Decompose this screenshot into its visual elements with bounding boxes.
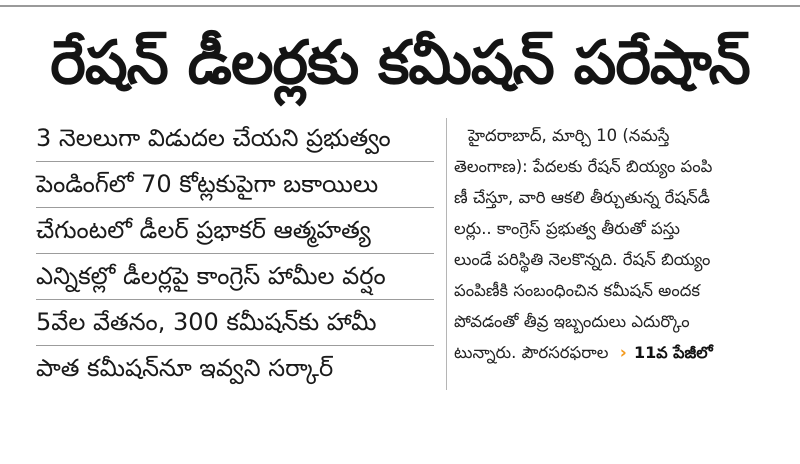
body-line: టున్నారు. పౌరసరఫరాల bbox=[454, 343, 609, 362]
body-line: తెలంగాణ): పేదలకు రేషన్ బియ్యం పంపి bbox=[454, 157, 713, 176]
body-line: పంపిణీకి సంబంధించిన కమీషన్ అందక bbox=[454, 281, 700, 300]
subhead: 3 నెలలుగా విడుదల చేయని ప్రభుత్వం bbox=[36, 116, 434, 162]
top-rule bbox=[0, 5, 800, 7]
column-divider bbox=[446, 118, 447, 390]
subhead: చేగుంటలో డీలర్ ప్రభాకర్ ఆత్మహత్య bbox=[36, 208, 434, 254]
subhead: పాత కమీషన్‌నూ ఇవ్వని సర్కార్ bbox=[36, 354, 334, 382]
subhead: ఎన్నికల్లో డీలర్లపై కాంగ్రెస్ హామీల వర్షం bbox=[36, 254, 434, 300]
subhead: 5వేల వేతనం, 300 కమీషన్‌కు హామీ bbox=[36, 300, 434, 346]
body-line: పోవడంతో తీవ్ర ఇబ్బందులు ఎదుర్కొం bbox=[454, 312, 690, 331]
article-body bbox=[454, 120, 776, 368]
body-line: లర్లు.. కాంగ్రెస్ ప్రభుత్వ తీరుతో పస్తు bbox=[454, 219, 681, 238]
headline: రేషన్ డీలర్లకు కమీషన్ పరేషాన్ bbox=[50, 28, 750, 98]
body-line: ణీ చేస్తూ, వారి ఆకలి తీర్చుతున్న రేషన్‌డీ bbox=[454, 188, 710, 207]
body-line: లుండే పరిస్థితి నెలకొన్నది. రేషన్ బియ్యం bbox=[454, 250, 711, 269]
body-line: హైదరాబాద్, మార్చి 10 (నమస్తే bbox=[468, 126, 670, 145]
continued-on-page-link[interactable]: 11వ పేజీలో bbox=[633, 343, 713, 362]
subheads-column bbox=[36, 116, 434, 391]
body-last-line bbox=[454, 337, 776, 368]
subhead: పెండింగ్‌లో 70 కోట్లకుపైగా బకాయిలు bbox=[36, 162, 434, 208]
continue-arrow-icon: › bbox=[619, 343, 627, 363]
